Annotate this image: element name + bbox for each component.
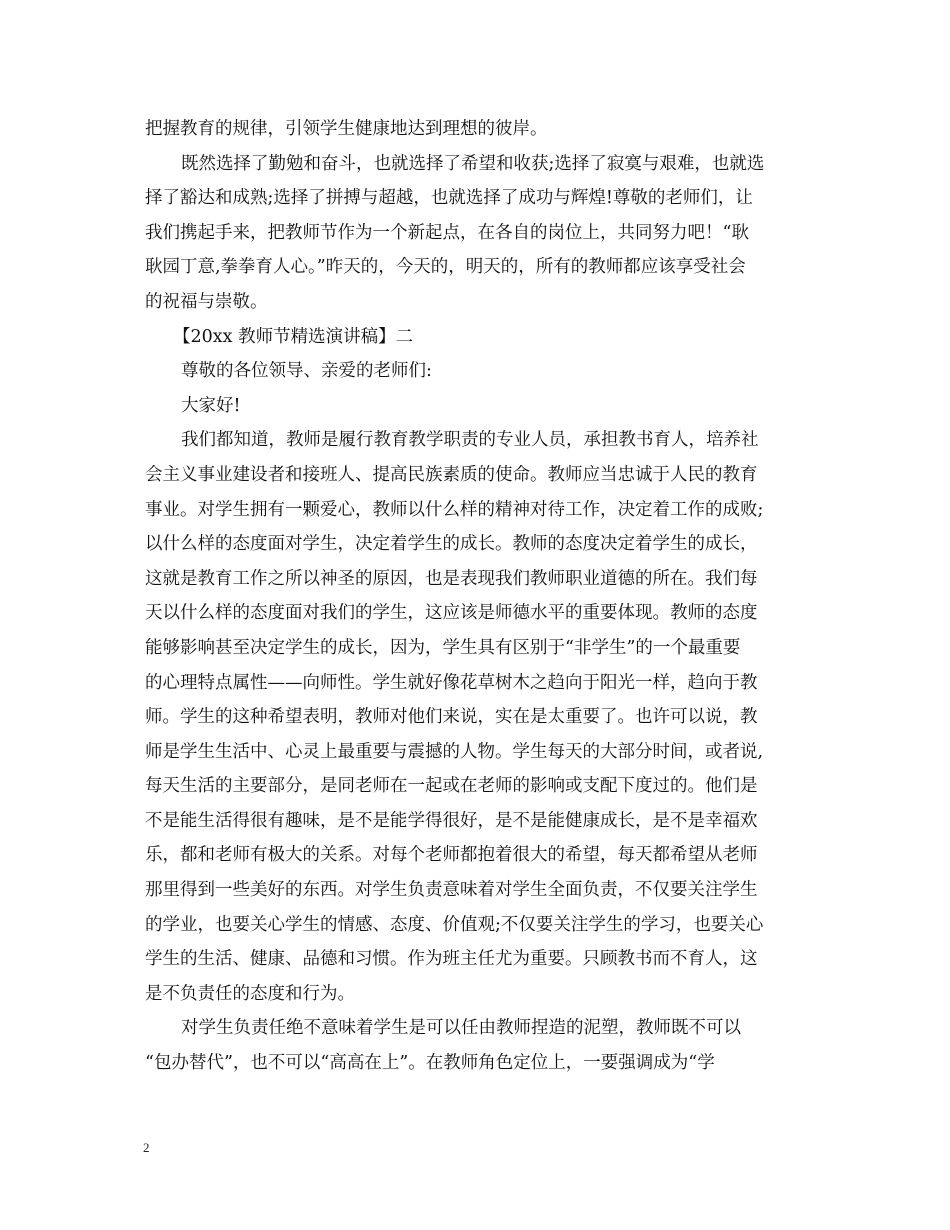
section-heading: 【20xx 教师节精选演讲稿】二 — [173, 326, 414, 347]
text-line: 大家好! — [181, 395, 241, 416]
text-line: 能够影响甚至决定学生的成长，因为，学生具有区别于“非学生”的一个最重要 — [145, 637, 741, 658]
page-number: 2 — [143, 1140, 150, 1155]
text-line: 把握教育的规律，引领学生健康地达到理想的彼岸。 — [145, 119, 548, 139]
text-line: 择了豁达和成熟;选择了拼搏与超越，也就选择了成功与辉煌!尊敬的老师们，让 — [145, 188, 753, 209]
text-line: 不是能生活得很有趣味，是不是能学得很好，是不是能健康成长，是不是幸福欢 — [145, 810, 758, 831]
text-line: 尊敬的各位领导、亲爱的老师们: — [181, 361, 432, 382]
text-line: 的祝福与崇敬。 — [145, 291, 268, 312]
text-line: 会主义事业建设者和接班人、提高民族素质的使命。教师应当忠诚于人民的教育 — [145, 464, 758, 485]
text-line: 事业。对学生拥有一颗爱心，教师以什么样的精神对待工作，决定着工作的成败; — [145, 499, 764, 520]
text-line: 每天生活的主要部分，是同老师在一起或在老师的影响或支配下度过的。他们是 — [145, 776, 758, 797]
text-line: 天以什么样的态度面对我们的学生，这应该是师德水平的重要体现。教师的态度 — [145, 603, 758, 624]
text-line: 我们携起手来，把教师节作为一个新起点，在各自的岗位上，共同努力吧！“耿 — [145, 222, 749, 243]
text-line: 师是学生生活中、心灵上最重要与震撼的人物。学生每天的大部分时间，或者说, — [145, 741, 764, 762]
text-line: 的心理特点属性——向师性。学生就好像花草树木之趋向于阳光一样，趋向于教 — [145, 672, 758, 693]
text-line: 乐，都和老师有极大的关系。对每个老师都抱着很大的希望，每天都希望从老师 — [145, 845, 758, 866]
text-line: 学生的生活、健康、品德和习惯。作为班主任尤为重要。只顾教书而不育人，这 — [145, 949, 758, 970]
text-line: 既然选择了勤勉和奋斗，也就选择了希望和收获;选择了寂寞与艰难，也就选 — [181, 153, 765, 174]
text-line: 这就是教育工作之所以神圣的原因，也是表现我们教师职业道德的所在。我们每 — [145, 568, 758, 589]
text-line: 以什么样的态度面对学生，决定着学生的成长。教师的态度决定着学生的成长， — [145, 534, 758, 555]
text-line: 的学业，也要关心学生的情感、态度、价值观;不仅要关注学生的学习，也要关心 — [145, 914, 764, 935]
text-line: 我们都知道，教师是履行教育教学职责的专业人员，承担教书育人，培养社 — [181, 430, 759, 451]
text-line: “包办替代”，也不可以“高高在上”。在教师角色定位上，一要强调成为“学 — [145, 1053, 715, 1074]
text-line: 那里得到一些美好的东西。对学生负责意味着对学生全面负责，不仅要关注学生 — [145, 880, 758, 901]
text-line: 对学生负责任绝不意味着学生是可以任由教师捏造的泥塑，教师既不可以 — [181, 1018, 741, 1039]
document-body — [145, 112, 805, 1081]
text-line: 师。学生的这种希望表明，教师对他们来说，实在是太重要了。也许可以说，教 — [145, 707, 758, 728]
text-line: 耿园丁意,拳拳育人心。”昨天的，今天的，明天的，所有的教师都应该享受社会 — [145, 257, 746, 278]
text-line: 是不负责任的态度和行为。 — [145, 983, 355, 1004]
